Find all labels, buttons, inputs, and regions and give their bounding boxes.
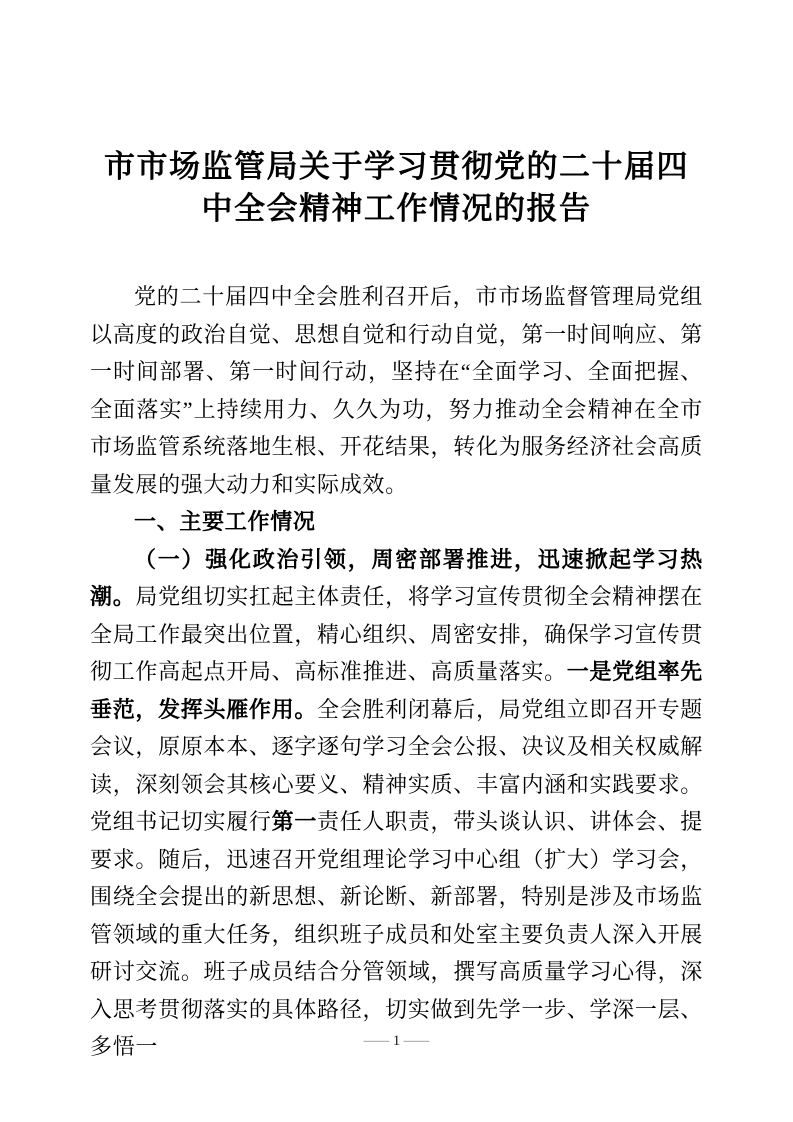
- section-heading: [90, 503, 703, 541]
- emphasized-text: 一、主要工作情况: [134, 509, 316, 534]
- page-number: 1: [392, 1033, 401, 1049]
- body-text: 全会胜利闭幕后，局党组立即召开专题会议，原原本本、逐字逐句学习全会公报、决议及相关权威解读，深刻领会其核心要义、精神实质、丰富内涵和实践要求。党组书记切实履行: [90, 696, 703, 834]
- document-body: [90, 278, 703, 1066]
- emphasized-text: （一）强化政治引领，周密部署推进，迅速掀起学习热潮。: [90, 546, 703, 609]
- document-title: 市市场监管局关于学习贯彻党的二十届四中全会精神工作情况的报告: [104, 149, 689, 226]
- page-footer: [0, 1030, 793, 1052]
- paragraph: [90, 541, 703, 1066]
- footer-dash-left: —: [363, 1033, 389, 1049]
- body-text: 责任人职责，带头谈认识、讲体会、提要求。随后，迅速召开党组理论学习中心组（扩大）学习会，围绕全会提出的新思想、新论断、新部署，特别是涉及市场监管领域的重大任务，组织班子成员和处室主要负责人深入开展研讨交流。班子成员结合分管领域，撰写高质量学习心得，深入思考贯彻落实的具体路径，切实做到先学一步、学深一层、多悟一: [90, 809, 703, 1059]
- emphasized-text: 一是党组率先垂范，发挥头雁作用。: [90, 659, 703, 722]
- emphasized-text: 第一: [271, 809, 318, 834]
- paragraph: [90, 278, 703, 503]
- footer-dash-right: —: [404, 1033, 430, 1049]
- body-text: 党的二十届四中全会胜利召开后，市市场监督管理局党组以高度的政治自觉、思想自觉和行动自觉，第一时间响应、第一时间部署、第一时间行动，坚持在“全面学习、全面把握、全面落实”上持续用力、久久为功，努力推动全会精神在全市市场监管系统落地生根、开花结果，转化为服务经济社会高质量发展的强大动力和实际成效。: [90, 284, 703, 497]
- body-text: 局党组切实扛起主体责任，将学习宣传贯彻全会精神摆在全局工作最突出位置，精心组织、周密安排，确保学习宣传贯彻工作高起点开局、高标准推进、高质量落实。: [90, 584, 703, 684]
